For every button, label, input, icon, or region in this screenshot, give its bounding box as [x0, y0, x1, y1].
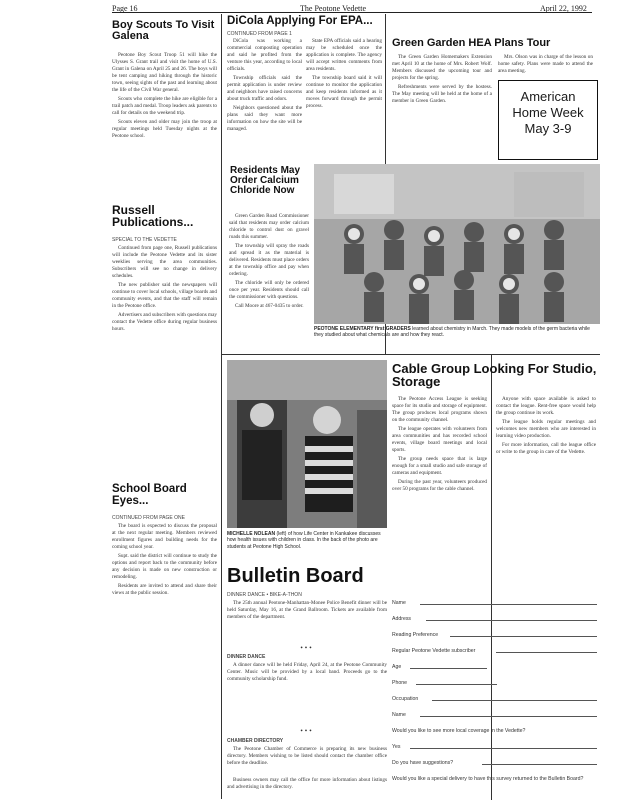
form-line-name[interactable] — [420, 604, 597, 605]
form-label-yes: Yes — [392, 744, 401, 750]
form-label-occupation: Occupation — [392, 696, 419, 702]
newspaper-name: The Peotone Vedette — [300, 4, 367, 13]
russell-p2: The new publisher said the newspapers will continue to cover local schools, village boards and community events, and that the staff will remain in the Peotone office. — [112, 282, 217, 309]
residents-p4: Call Moore at 467-0435 to order. — [235, 303, 304, 309]
school-board-body — [112, 523, 217, 798]
photo1-caption-text: learned about chemistry in March. They made models of the germ bacteria while they studied about what chemicals are and how they react. — [314, 326, 590, 339]
cable-col1-p4: During the past year, volunteers produced over 50 programs for the cable channel. — [392, 479, 487, 492]
form-row-suggestions — [392, 760, 597, 766]
ahw-line3: May 3-9 — [524, 121, 572, 136]
boy-scouts-p1: Peotone Boy Scout Troop 51 will hike the Ulysses S. Grant trail and visit the home of U.S. Grant in Galena on April 25 and 26. The boys will be tent camping and hiking through the historic town, seeing sights of the past and learning about the life of the Civil War general. — [112, 52, 217, 93]
dicola-col1 — [227, 38, 302, 158]
photo2-caption — [227, 531, 387, 561]
cable-col2-p2: The league holds regular meetings and welcomes new members who are interested in learning video production. — [496, 419, 596, 439]
bulletin-separator-2: ••• — [300, 727, 314, 735]
bulletin-intro-text: The 25th annual Peotone-Manhattan-Monee Police Benefit dinner will be held Saturday, May 16, at the Grand Ballroom. Tickets are available from members of the department. — [227, 600, 387, 620]
green-garden-col1 — [392, 54, 492, 161]
american-home-week-box — [498, 80, 598, 160]
russell-byline: SPECIAL TO THE VEDETTE — [112, 237, 177, 243]
cable-col1-p2: The league operates with volunteers from area communities and has recorded school events, village board meetings and local sports. — [392, 426, 487, 453]
boy-scouts-headline: Boy Scouts To Visit Galena — [112, 19, 215, 43]
dicola-col1-p2: Township officials said the permit application is under review and neighbors have raised concerns about truck traffic and odors. — [227, 75, 302, 102]
green-garden-col2 — [498, 54, 593, 78]
residents-body — [229, 213, 309, 340]
form-label-age: Age — [392, 664, 402, 670]
form-line-occupation[interactable] — [432, 700, 597, 701]
dicola-col1-p3: Neighbors questioned about the plans said they want more information on how the site will be managed. — [227, 105, 302, 132]
bulletin-item3 — [227, 746, 387, 776]
russell-body — [112, 245, 217, 473]
cable-headline: Cable Group Looking For Studio, Storage — [392, 361, 597, 390]
form-row-age — [392, 664, 597, 670]
elementary-classroom-photo — [314, 164, 600, 324]
green-garden-headline: Green Garden HEA Plans Tour — [392, 37, 551, 49]
form-label-delivery: Would you like a special delivery to have this survey returned to the Bulletin Board? — [392, 776, 584, 782]
bulletin-item4-text: Business owners may call the office for more information about listings and advertising in the directory. — [227, 777, 387, 790]
form-row-occupation — [392, 696, 597, 702]
header-rule — [112, 12, 592, 13]
form-label-subscriber: Regular Peotone Vedette subscriber — [392, 648, 476, 654]
column-rule-left — [221, 14, 222, 799]
form-label-address: Address — [392, 616, 412, 622]
cable-col2-p1: Anyone with space available is asked to contact the league. Rent-free space would help the group continue its work. — [496, 396, 596, 416]
form-row-subscriber — [392, 648, 597, 654]
school-board-byline: CONTINUED FROM PAGE ONE — [112, 515, 185, 521]
bulletin-item2 — [227, 662, 387, 726]
bulletin-item2-text: A dinner dance will be held Friday, April 24, at the Peotone Community Center. Music will be provided by a local band. Proceeds go to the community scholarship fund. — [227, 662, 387, 682]
residents-p1: Green Garden Road Commissioner said that residents may order calcium chloride to control dust on gravel roads this summer. — [229, 213, 309, 240]
form-row-yes — [392, 744, 597, 750]
ahw-line2: Home Week — [512, 105, 584, 120]
form-label-reading: Reading Preference — [392, 632, 439, 638]
cable-col2-p3: For more information, call the league office or write to the group in care of the Vedette. — [496, 442, 596, 455]
form-row-coverage — [392, 728, 597, 734]
bulletin-item3-title: CHAMBER DIRECTORY — [227, 738, 284, 744]
residents-headline: Residents May Order Calcium Chloride Now — [230, 165, 301, 197]
dicola-col2 — [306, 38, 382, 158]
form-row-address — [392, 616, 597, 622]
form-label-suggestions: Do you have suggestions? — [392, 760, 454, 766]
school-board-p1: The board is expected to discuss the proposal at the next regular meeting. Members reviewed enrollment figures and building needs for the coming school year. — [112, 523, 217, 550]
photo2-caption-text: (left) of how Life Center in Kankakee discusses how health issues with children in class. In the back of the photo are students at Peotone High School. — [227, 531, 381, 550]
classroom-photo-image — [314, 164, 600, 324]
boy-scouts-body — [112, 52, 217, 198]
green-garden-col1-p2: Refreshments were served by the hostess. The May meeting will be held at the home of a member in Green Garden. — [392, 84, 492, 104]
issue-date: April 22, 1992 — [540, 4, 587, 13]
reader-survey-form — [392, 600, 597, 798]
presentation-photo-image — [227, 360, 387, 528]
form-row-delivery — [392, 776, 597, 783]
ahw-line1: American — [520, 89, 576, 104]
form-line-phone[interactable] — [416, 684, 497, 685]
russell-p1: Continued from page one, Russell publications will include the Peotone Vedette and its sister weeklies serving the area communities. Subscribers will see no change in delivery schedules. — [112, 245, 217, 279]
form-label-name: Name — [392, 600, 406, 606]
boy-scouts-p3: Scouts eleven and older may join the troop at regular meetings held Tuesday nights at the Peotone school. — [112, 119, 217, 139]
bulletin-item3-text: The Peotone Chamber of Commerce is preparing its new business directory. Members wishing to be listed should contact the chamber office before the deadline. — [227, 746, 387, 766]
dicola-col2-p1: State EPA officials said a hearing may be scheduled once the application is complete. The agency will accept written comments from area residents. — [306, 38, 382, 72]
form-line-address[interactable] — [426, 620, 597, 621]
form-row-reading — [392, 632, 597, 638]
form-row-name — [392, 600, 597, 606]
dicola-col1-p1: DiCola was working a commercial composting operation and said he profited from the venture this year, according to local officials. — [227, 38, 302, 72]
school-board-headline: School Board Eyes... — [112, 483, 187, 507]
cable-col1-p3: The group needs space that is large enough for a small studio and safe storage of cameras and equipment. — [392, 456, 487, 476]
green-garden-col2-p1: Mrs. Olson was in charge of the lesson on home safety. Plans were made to attend the area meeting. — [498, 54, 593, 74]
school-board-p3: Residents are invited to attend and share their views at the public session. — [112, 583, 217, 596]
form-line-name2[interactable] — [420, 716, 597, 717]
cable-col1-p1: The Peotone Access League is seeking space for its studio and storage of equipment. The group produces local programs shown on the community channel. — [392, 396, 487, 423]
bulletin-sub: DINNER DANCE • BIKE-A-THON — [227, 592, 302, 598]
cable-col1 — [392, 396, 487, 586]
form-line-suggestions[interactable] — [482, 764, 597, 765]
bulletin-intro — [227, 600, 387, 644]
dicola-byline: CONTINUED FROM PAGE 1 — [227, 31, 292, 37]
form-label-name2: Name — [392, 712, 406, 718]
form-line-yes[interactable] — [410, 748, 597, 749]
boy-scouts-p2: Scouts who complete the hike are eligible for a trail patch and medal. Troop leaders ask parents to call for details on the weekend trip. — [112, 96, 217, 116]
form-label-coverage: Would you like to see more local coverage in the Vedette? — [392, 728, 526, 734]
section-rule — [222, 354, 600, 355]
bulletin-separator-1: ••• — [300, 644, 314, 652]
green-garden-col1-p1: The Green Garden Homemakers Extension met April 10 at the home of Mrs. Robert Wolf. Members discussed the upcoming tour and projects for the spring. — [392, 54, 492, 81]
bulletin-item2-title: DINNER DANCE — [227, 654, 266, 660]
cable-col2 — [496, 396, 596, 586]
form-label-phone: Phone — [392, 680, 408, 686]
form-row-name2 — [392, 712, 597, 718]
form-line-reading[interactable] — [450, 636, 597, 637]
russell-p3: Advertisers and subscribers with questions may contact the Vedette office during regular business hours. — [112, 312, 217, 332]
form-row-phone — [392, 680, 597, 686]
dicola-headline: DiCola Applying For EPA... — [227, 15, 373, 27]
form-line-subscriber[interactable] — [496, 652, 597, 653]
michelle-nolean-photo — [227, 360, 387, 528]
photo1-caption — [314, 326, 600, 350]
russell-headline: Russell Publications... — [112, 203, 194, 230]
residents-p3: The chloride will only be ordered once per year. Residents should call the commissioner with questions. — [229, 280, 309, 300]
dicola-col2-p2: The township board said it will continue to monitor the application and keep residents informed as it moves forward through the permit process. — [306, 75, 382, 109]
bulletin-item4 — [227, 777, 387, 797]
bulletin-board-headline: Bulletin Board — [227, 565, 364, 587]
photo2-caption-bold: MICHELLE NOLEAN — [227, 531, 276, 537]
residents-p2: The township will spray the roads and spread it as the material is delivered. Residents must place orders at the township office and pay when ordering. — [229, 243, 309, 277]
school-board-p2: Supt. said the district will continue to study the options and report back to the community before any decision is made on new construction or remodeling. — [112, 553, 217, 580]
photo1-caption-bold: PEOTONE ELEMENTARY first GRADERS — [314, 326, 411, 332]
page-number: Page 16 — [112, 4, 138, 13]
form-line-age[interactable] — [410, 668, 487, 669]
